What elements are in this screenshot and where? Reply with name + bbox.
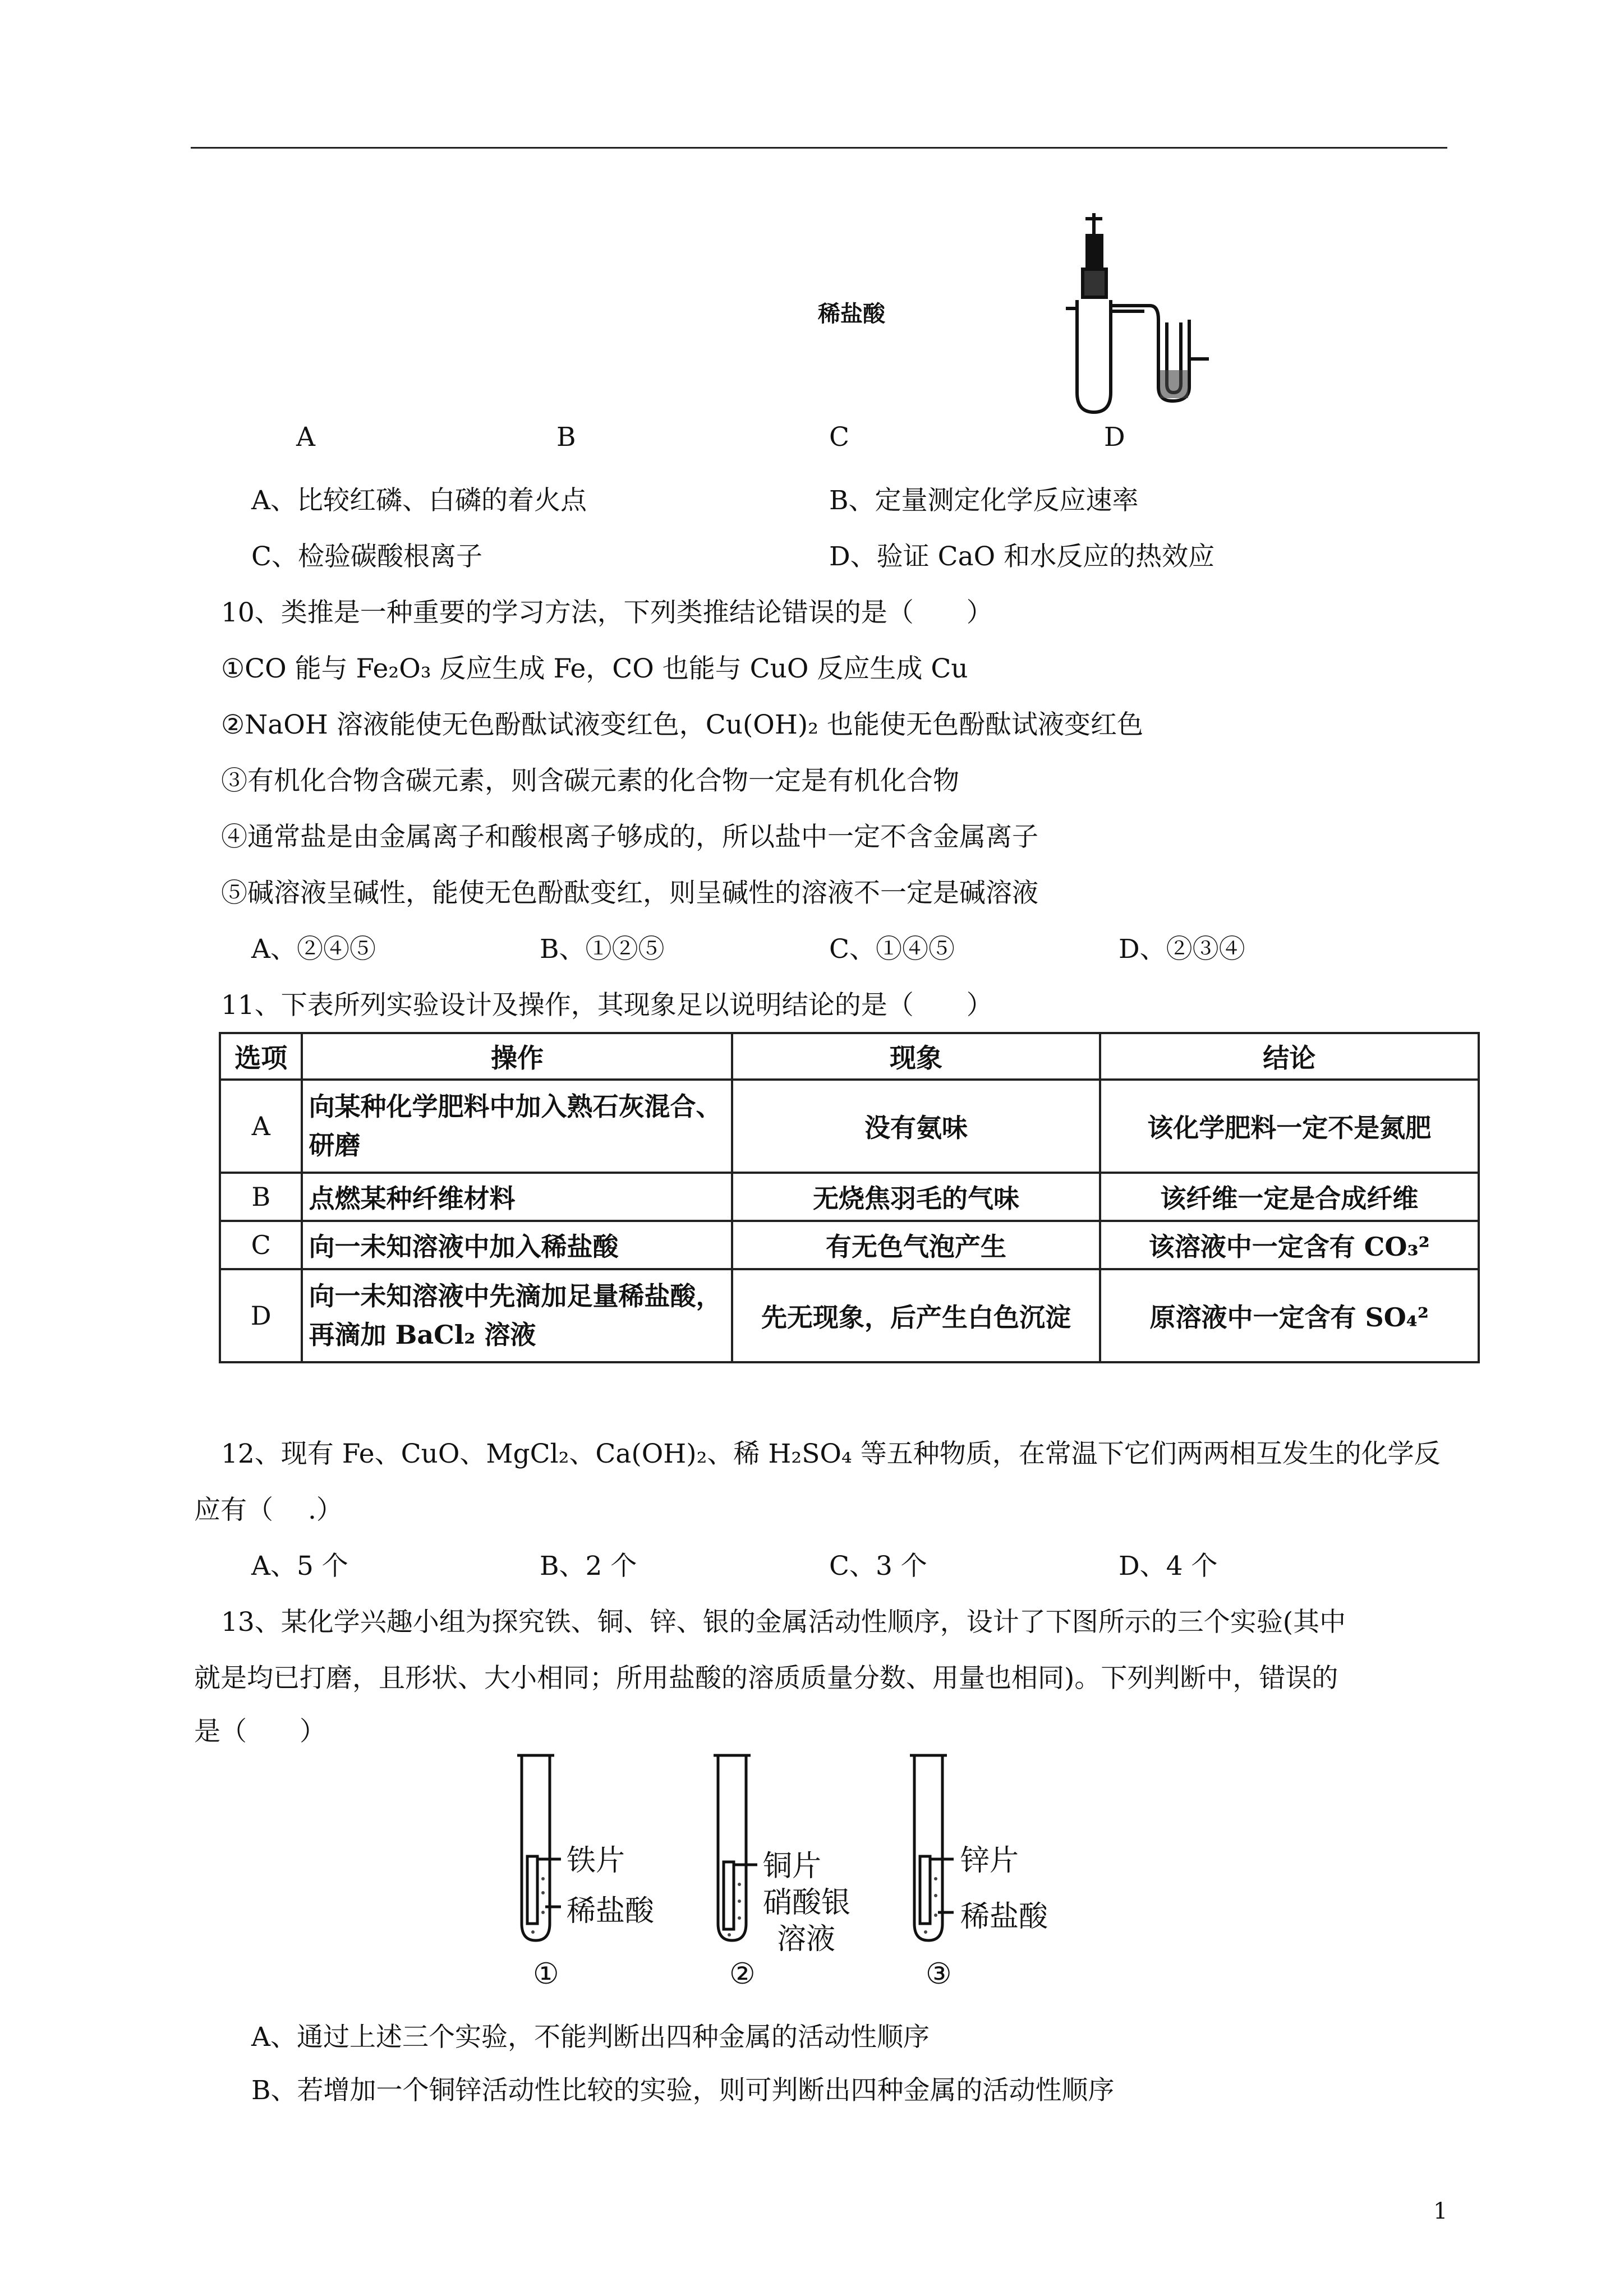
row-option: D [220, 1269, 302, 1362]
row-option: B [220, 1173, 302, 1221]
fig9-label-hcl: 稀盐酸 [818, 301, 885, 327]
q12-option-b: B、2 个 [540, 1551, 637, 1582]
q10-statement-4: ④通常盐是由金属离子和酸根离子够成的，所以盐中一定不含金属离子 [221, 822, 1038, 852]
row-conclusion: 该溶液中一定含有 CO₃² [1100, 1221, 1479, 1269]
row-option: A [220, 1080, 302, 1173]
row-option: C [220, 1221, 302, 1269]
tube1-metal-label: 铁片 [567, 1844, 625, 1878]
fig9-letter-c: C [829, 422, 849, 453]
tube3-metal-label: 锌片 [960, 1844, 1019, 1878]
q13-option-a: A、通过上述三个实验，不能判断出四种金属的活动性顺序 [251, 2022, 930, 2053]
page-number: 1 [1433, 2198, 1448, 2224]
table-row [220, 1080, 1479, 1173]
q9-option-c: C、检验碳酸根离子 [251, 541, 482, 572]
q12-option-c: C、3 个 [829, 1551, 927, 1582]
q13-line-1: 13、某化学兴趣小组为探究铁、铜、锌、银的金属活动性顺序，设计了下图所示的三个实验(其中 [221, 1607, 1346, 1638]
row-operation: 向一未知溶液中先滴加足量稀盐酸，再滴加 BaCl₂ 溶液 [302, 1269, 732, 1362]
fig9-letter-a: A [296, 422, 315, 453]
q9-option-d: D、验证 CaO 和水反应的热效应 [829, 541, 1215, 572]
table-row [220, 1221, 1479, 1269]
table-row [220, 1173, 1479, 1221]
table-row [220, 1269, 1479, 1362]
header-option: 选项 [220, 1033, 302, 1080]
row-operation: 向某种化学肥料中加入熟石灰混合、研磨 [302, 1080, 732, 1173]
q9-option-a: A、比较红磷、白磷的着火点 [251, 485, 587, 516]
fig9-apparatus-diagram [1055, 202, 1234, 426]
q13-option-b: B、若增加一个铜锌活动性比较的实验，则可判断出四种金属的活动性顺序 [251, 2075, 1115, 2106]
q10-statement-5: ⑤碱溶液呈碱性，能使无色酚酞变红，则呈碱性的溶液不一定是碱溶液 [221, 878, 1038, 909]
header-rule [191, 147, 1447, 149]
tube1-number: ① [533, 1957, 559, 1991]
q10-option-b: B、①②⑤ [540, 934, 665, 965]
row-phenomenon: 无烧焦羽毛的气味 [732, 1173, 1099, 1221]
header-phenomenon: 现象 [732, 1033, 1099, 1080]
fig9-letter-b: B [556, 422, 576, 453]
row-conclusion: 原溶液中一定含有 SO₄² [1100, 1269, 1479, 1362]
q10-option-d: D、②③④ [1119, 934, 1245, 965]
tube2-metal-label: 铜片 [763, 1850, 822, 1883]
q10-option-c: C、①④⑤ [829, 934, 955, 965]
tube1-liquid-label: 稀盐酸 [567, 1894, 655, 1928]
tube2-number: ② [729, 1957, 756, 1991]
q12-line-1: 12、现有 Fe、CuO、MgCl₂、Ca(OH)₂、稀 H₂SO₄ 等五种物质，在常温下它们两两相互发生的化学反 [221, 1439, 1441, 1469]
tube2-liquid-label: 硝酸银 [763, 1886, 851, 1920]
row-conclusion: 该纤维一定是合成纤维 [1100, 1173, 1479, 1221]
row-operation: 向一未知溶液中加入稀盐酸 [302, 1221, 732, 1269]
row-phenomenon: 没有氨味 [732, 1080, 1099, 1173]
q11-stem: 11、下表所列实验设计及操作，其现象足以说明结论的是（ ） [221, 990, 993, 1021]
header-operation: 操作 [302, 1033, 732, 1080]
q10-statement-2: ②NaOH 溶液能使无色酚酞试液变红色，Cu(OH)₂ 也能使无色酚酞试液变红色 [221, 709, 1143, 740]
row-phenomenon: 有无色气泡产生 [732, 1221, 1099, 1269]
q13-line-3: 是（ ） [194, 1716, 326, 1747]
q10-option-a: A、②④⑤ [251, 934, 376, 965]
table-header-row [220, 1033, 1479, 1080]
q12-option-d: D、4 个 [1119, 1551, 1218, 1582]
row-conclusion: 该化学肥料一定不是氮肥 [1100, 1080, 1479, 1173]
q12-option-a: A、5 个 [251, 1551, 348, 1582]
fig9-letter-d: D [1104, 422, 1125, 453]
q12-line-2: 应有（ .） [194, 1495, 343, 1525]
q9-option-b: B、定量测定化学反应速率 [829, 485, 1139, 516]
tube2-liquid-label-2: 溶液 [777, 1922, 836, 1956]
row-operation: 点燃某种纤维材料 [302, 1173, 732, 1221]
row-phenomenon: 先无现象，后产生白色沉淀 [732, 1269, 1099, 1362]
q13-line-2: 就是均已打磨，且形状、大小相同；所用盐酸的溶质质量分数、用量也相同)。下列判断中，错误的 [194, 1663, 1338, 1694]
tube3-number: ③ [926, 1957, 952, 1991]
tube3-liquid-label: 稀盐酸 [960, 1900, 1048, 1934]
header-conclusion: 结论 [1100, 1033, 1479, 1080]
q10-stem: 10、类推是一种重要的学习方法，下列类推结论错误的是（ ） [221, 597, 993, 628]
q10-statement-1: ①CO 能与 Fe₂O₃ 反应生成 Fe，CO 也能与 CuO 反应生成 Cu [221, 653, 968, 684]
q10-statement-3: ③有机化合物含碳元素，则含碳元素的化合物一定是有机化合物 [221, 766, 959, 796]
q11-table [219, 1032, 1480, 1363]
